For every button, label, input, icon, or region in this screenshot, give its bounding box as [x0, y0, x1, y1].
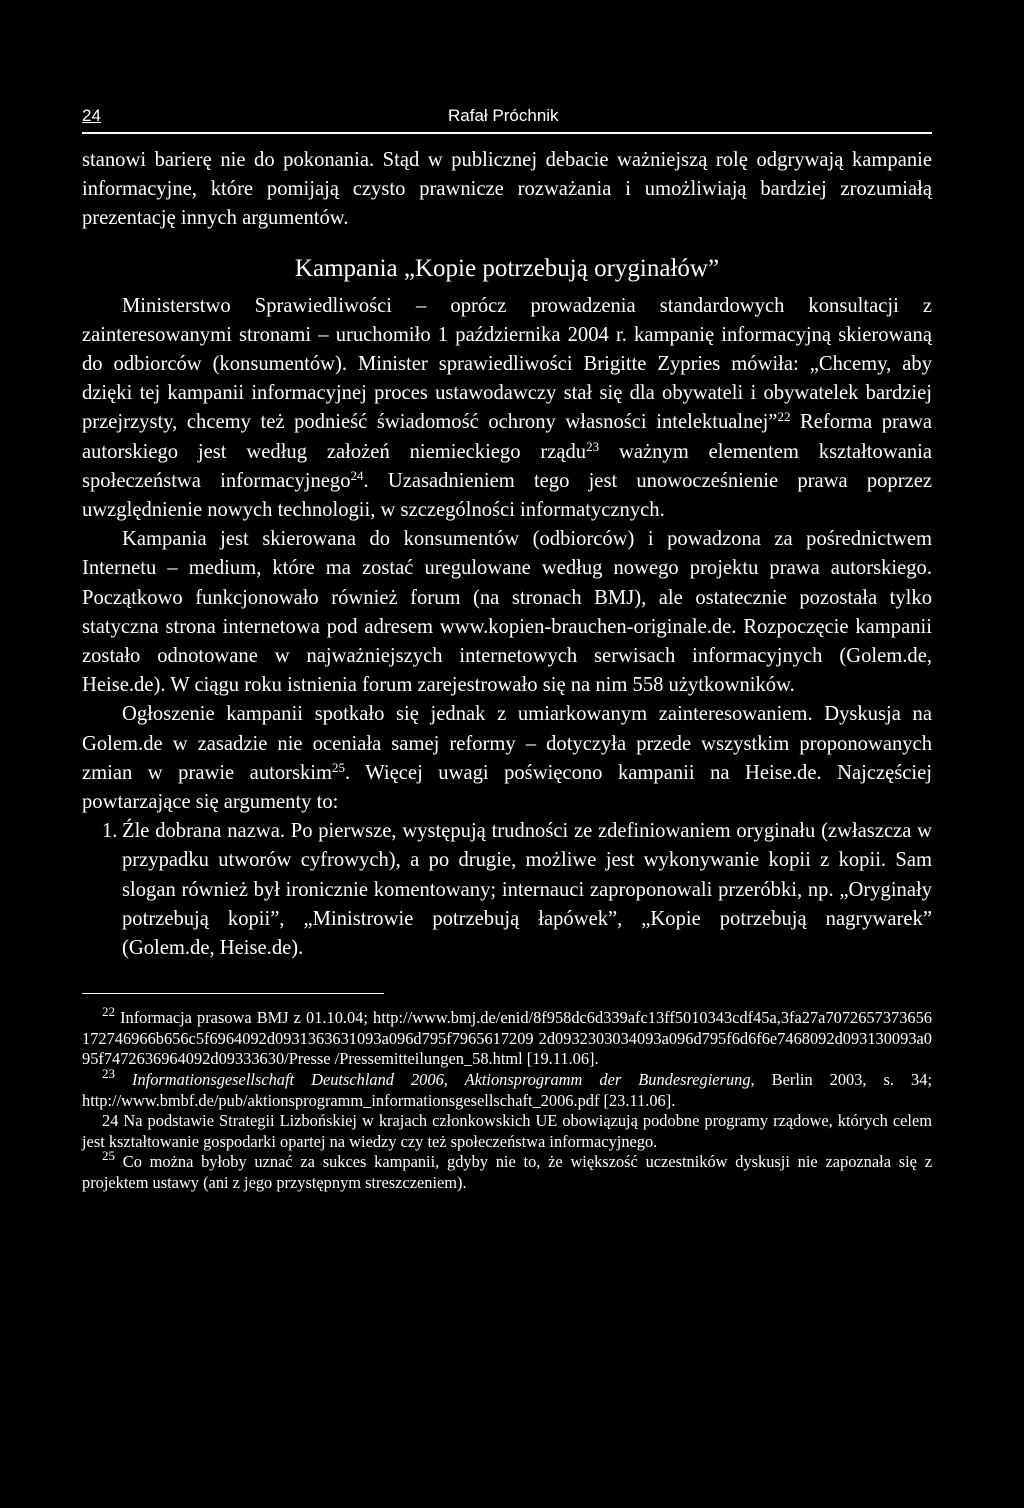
footnote-title: Informationsgesellschaft Deutschland 2006, Aktionsprogramm der Bundesregierung	[115, 1070, 751, 1090]
list-marker: 1.	[102, 820, 118, 843]
document-page	[82, 106, 932, 1194]
paragraph-text: ważnym elementem kształtowania społeczeństwa informacyjnego	[82, 440, 932, 492]
list-item-text: Źle dobrana nazwa. Po pierwsze, występują trudności ze zdefiniowaniem oryginału (zwłaszcza w przypadku utworów cyfrowych), a po drugie, możliwe jest wykonywanie kopii z kopii. Sam slogan również był ironicznie komentowany; internauci zaproponowali przeróbki, np. „Oryginały potrzebują kopii”, „Ministrowie potrzebują łapówek”, „Kopie potrzebują nagrywarek” (Golem.de, Heise.de).	[122, 820, 932, 960]
intro-paragraph: stanowi barierę nie do pokonania. Stąd w publicznej debacie ważniejszą rolę odgrywają kampanie informacyjne, które pomijają czysto prawnicze rozważania i umożliwiają bardziej zrozumiałą prezentację innych argumentów.	[82, 149, 932, 230]
arguments-list	[82, 817, 932, 963]
section-heading: Kampania „Kopie potrzebują oryginałów”	[294, 254, 720, 282]
footnote-24: 24 Na podstawie Strategii Lizbońskiej w krajach członkowskich UE obowiązują podobne programy rządowe, których celem jest kształtowanie gospodarki opartej na wiedzy czy też społeczeństwa informacyjnego.	[82, 1111, 932, 1151]
footnote-text: Informacja prasowa BMJ z 01.10.04; http://www.bmj.de/enid/8f958dc6d339afc13ff5010343cdf45a,3fa27a7072657373656172746966b656c5f6964092d0931363631093a096d795f7965617209 2d0932303034093a096d795f6d6f6e7468092d093130093a095f7472636964092d09333630/Presse /Pressemitteilungen_58.html [19.11.06].	[82, 1008, 932, 1069]
main-text	[82, 146, 932, 963]
paragraph-text: . Więcej uwagi poświęcono kampanii na Heise.de. Najczęściej powtarzające się argumenty to:	[82, 761, 932, 814]
paragraph-text: Ministerstwo Sprawiedliwości – oprócz prowadzenia standardowych konsultacji z zainteresowanymi stronami – uruchomiło 1 października 2004 r. kampanię informacyjną skierowaną do odbiorców (konsumentów). Minister sprawiedliwości Brigitte Zypries mówiła: „Chcemy, aby dzięki tej kampanii informacyjnej proces ustawodawczy stał się dla obywateli i obywatelek bardziej przejrzysty, chcemy też podnieść świadomość ochrony własności intelektualnej”	[82, 294, 932, 434]
footnote-25	[82, 1148, 932, 1193]
footnote-23	[82, 1066, 932, 1111]
footnote-22	[82, 1004, 932, 1070]
list-item	[82, 817, 932, 963]
footnote-ref-23: 23	[586, 438, 600, 454]
page-header	[82, 106, 932, 134]
footnote-number: 23	[102, 1066, 115, 1082]
paragraph-reception	[82, 700, 932, 817]
footnotes	[82, 1004, 932, 1193]
footnote-ref-24: 24	[350, 467, 364, 483]
paragraph-text: Ogłoszenie kampanii spotkało się jednak z umiarkowanym zainteresowaniem. Dyskusja na Golem.de w zasadzie nie oceniała samej reformy – dotyczyła przede wszystkim proponowanych zmian w prawie autorskim	[82, 703, 932, 784]
footnote-ref-22: 22	[777, 409, 791, 425]
paragraph-campaign-internet: Kampania jest skierowana do konsumentów (odbiorców) i powadzona za pośrednictwem Internetu – medium, które ma zostać uregulowane według nowego projektu prawa autorskiego. Początkowo funkcjonowało również forum (na stronach BMJ), ale ostatecznie pozostała tylko statyczna strona internetowa pod adresem www.kopien-brauchen-originale.de. Rozpoczęcie kampanii zostało odnotowane w najważniejszych internetowych serwisach informacyjnych (Golem.de, Heise.de). W ciągu roku istnienia forum zarejestrowało się na nim 558 użytkowników.	[82, 528, 932, 697]
paragraph-text: Reforma prawa autorskiego jest według założeń niemieckiego rządu	[82, 411, 933, 463]
page-number: 24	[82, 106, 101, 125]
footnote-number: 25	[102, 1148, 115, 1164]
paragraph-campaign-launch	[82, 292, 932, 526]
paragraph-text: . Uzasadnieniem tego jest unowocześnienie prawa poprzez uwzględnienie nowych technologii, w szczególności informatycznych.	[82, 469, 932, 522]
running-head-author: Rafał Próchnik	[448, 106, 559, 125]
footnote-separator	[82, 993, 384, 994]
footnote-ref-25: 25	[332, 759, 346, 775]
footnote-text: Co można byłoby uznać za sukces kampanii, gdyby nie to, że większość uczestników dyskusji nie zapoznała się z projektem ustawy (ani z jego przystępnym streszczeniem).	[82, 1152, 932, 1193]
footnote-number: 22	[102, 1004, 115, 1020]
footnote-text: , Berlin 2003, s. 34; http://www.bmbf.de/pub/aktionsprogramm_informationsgesellschaft_2006.pdf [23.11.06].	[82, 1070, 932, 1110]
